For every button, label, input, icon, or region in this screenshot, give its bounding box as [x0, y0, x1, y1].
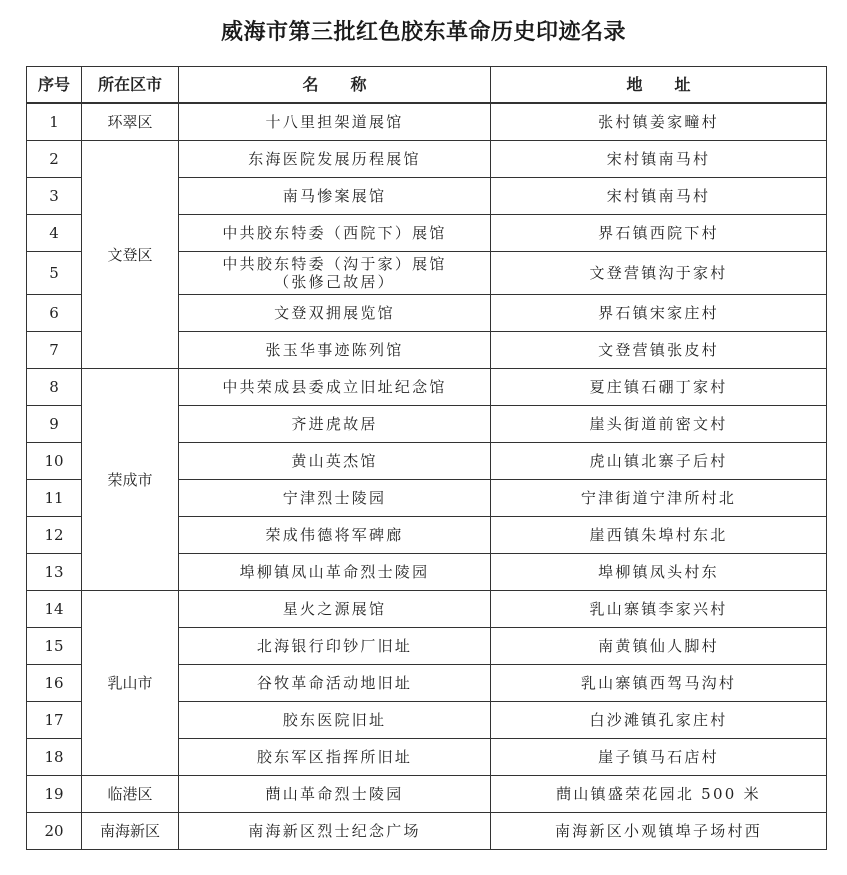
site-name-line: 蔄山革命烈士陵园: [265, 785, 404, 803]
address-cell: 文登营镇沟于家村: [491, 252, 827, 295]
site-name-line: 黄山英杰馆: [291, 452, 378, 470]
site-name-line: 东海医院发展历程展馆: [248, 150, 421, 168]
row-index: 10: [27, 443, 82, 480]
table-body: [27, 103, 827, 850]
site-name-line: 张玉华事迹陈列馆: [265, 341, 404, 359]
row-index: 20: [27, 813, 82, 850]
site-name-line: 谷牧革命活动地旧址: [256, 674, 413, 692]
row-index: 12: [27, 517, 82, 554]
heritage-sites-table: [26, 66, 827, 850]
site-name-line: 中共荣成县委成立旧址纪念馆: [222, 378, 447, 396]
site-name-cell: [179, 141, 491, 178]
row-index: 11: [27, 480, 82, 517]
site-name-cell: [179, 591, 491, 628]
district-cell: 乳山市: [82, 591, 179, 776]
site-name-cell: [179, 178, 491, 215]
table-row: [27, 103, 827, 141]
district-cell: 环翠区: [82, 103, 179, 141]
site-name-cell: [179, 332, 491, 369]
site-name-line: 齐进虎故居: [291, 415, 378, 433]
row-index: 16: [27, 665, 82, 702]
row-index: 18: [27, 739, 82, 776]
table-row: [27, 591, 827, 628]
site-name-line: 荣成伟德将军碑廊: [265, 526, 404, 544]
table-row: [27, 776, 827, 813]
site-name-cell: [179, 776, 491, 813]
district-cell: 文登区: [82, 141, 179, 369]
row-index: 7: [27, 332, 82, 369]
site-name-line: 南海新区烈士纪念广场: [248, 822, 421, 840]
address-cell: 虎山镇北寨子后村: [491, 443, 827, 480]
site-name-line: 胶东军区指挥所旧址: [256, 748, 413, 766]
row-index: 8: [27, 369, 82, 406]
table-row: [27, 369, 827, 406]
site-name-line: 胶东医院旧址: [282, 711, 387, 729]
site-name-cell: [179, 295, 491, 332]
address-cell: 夏庄镇石硼丁家村: [491, 369, 827, 406]
district-cell: 临港区: [82, 776, 179, 813]
row-index: 2: [27, 141, 82, 178]
site-name-line: 埠柳镇凤山革命烈士陵园: [239, 563, 430, 581]
row-index: 6: [27, 295, 82, 332]
row-index: 15: [27, 628, 82, 665]
site-name-cell: [179, 517, 491, 554]
site-name-cell: [179, 406, 491, 443]
site-name-line: 南马惨案展馆: [282, 187, 387, 205]
address-cell: 文登营镇张皮村: [491, 332, 827, 369]
header-address: 地 址: [491, 67, 827, 104]
site-name-line: 文登双拥展览馆: [274, 304, 395, 322]
document-title: 威海市第三批红色胶东革命历史印迹名录: [220, 20, 626, 45]
address-cell: 张村镇姜家疃村: [491, 103, 827, 141]
site-name-line: 宁津烈士陵园: [282, 489, 387, 507]
table-row: [27, 813, 827, 850]
address-cell: 埠柳镇凤头村东: [491, 554, 827, 591]
site-name-line: 中共胶东特委（沟于家）展馆: [222, 255, 447, 273]
table-header: [27, 67, 827, 104]
row-index: 1: [27, 103, 82, 141]
row-index: 4: [27, 215, 82, 252]
row-index: 5: [27, 252, 82, 295]
site-name-cell: [179, 628, 491, 665]
site-name-cell: [179, 443, 491, 480]
address-cell: 崖头街道前密文村: [491, 406, 827, 443]
row-index: 3: [27, 178, 82, 215]
address-cell: 界石镇宋家庄村: [491, 295, 827, 332]
site-name-line: （张修己故居）: [274, 273, 395, 291]
site-name-line: 星火之源展馆: [282, 600, 387, 618]
address-cell: 乳山寨镇西驾马沟村: [491, 665, 827, 702]
header-district: 所在区市: [82, 67, 179, 104]
site-name-cell: [179, 665, 491, 702]
address-cell: 乳山寨镇李家兴村: [491, 591, 827, 628]
address-cell: 宁津街道宁津所村北: [491, 480, 827, 517]
address-cell: 蔄山镇盛荣花园北 500 米: [491, 776, 827, 813]
site-name-cell: [179, 739, 491, 776]
site-name-cell: [179, 215, 491, 252]
header-name: 名 称: [179, 67, 491, 104]
row-index: 19: [27, 776, 82, 813]
table-row: [27, 141, 827, 178]
header-index: 序号: [27, 67, 82, 104]
address-cell: 南海新区小观镇埠子场村西: [491, 813, 827, 850]
address-cell: 界石镇西院下村: [491, 215, 827, 252]
site-name-line: 十八里担架道展馆: [265, 113, 404, 131]
address-cell: 白沙滩镇孔家庄村: [491, 702, 827, 739]
site-name-cell: [179, 813, 491, 850]
address-cell: 宋村镇南马村: [491, 178, 827, 215]
address-cell: 南黄镇仙人脚村: [491, 628, 827, 665]
district-cell: 南海新区: [82, 813, 179, 850]
address-cell: 崖西镇朱埠村东北: [491, 517, 827, 554]
site-name-line: 北海银行印钞厂旧址: [256, 637, 413, 655]
row-index: 13: [27, 554, 82, 591]
row-index: 17: [27, 702, 82, 739]
address-cell: 宋村镇南马村: [491, 141, 827, 178]
site-name-cell: [179, 369, 491, 406]
site-name-cell: [179, 252, 491, 295]
address-cell: 崖子镇马石店村: [491, 739, 827, 776]
site-name-line: 中共胶东特委（西院下）展馆: [222, 224, 447, 242]
header-row: [27, 67, 827, 104]
row-index: 9: [27, 406, 82, 443]
district-cell: 荣成市: [82, 369, 179, 591]
site-name-cell: [179, 554, 491, 591]
site-name-cell: [179, 103, 491, 141]
site-name-cell: [179, 702, 491, 739]
site-name-cell: [179, 480, 491, 517]
row-index: 14: [27, 591, 82, 628]
